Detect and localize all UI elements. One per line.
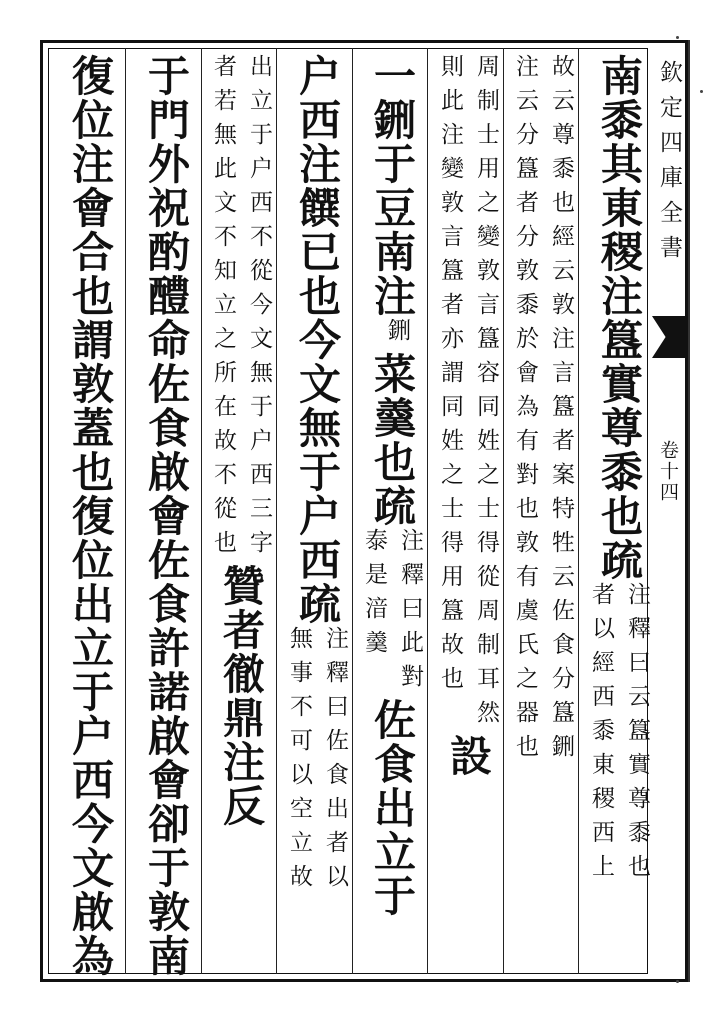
commentary-block bbox=[361, 528, 423, 698]
commentary-line-left: 注云分簋者分敦黍於會為有對也敦有虞氏之器也 bbox=[512, 54, 538, 768]
commentary-line-right: 出立于户西不從今文無于户西三字 bbox=[246, 54, 272, 564]
margin-title: 欽定四庫全書 bbox=[656, 60, 682, 270]
text-column bbox=[209, 54, 273, 966]
commentary-line-right: 鉶 bbox=[384, 318, 410, 352]
column-rule bbox=[352, 48, 353, 974]
text-column bbox=[587, 54, 651, 966]
main-text: 設 bbox=[444, 734, 493, 778]
commentary-line-right: 注釋曰佐食出者以 bbox=[322, 626, 348, 898]
commentary-line-left: 泰是湆羹 bbox=[361, 528, 387, 664]
main-text: 一鉶于豆南注 bbox=[368, 54, 417, 318]
print-speck bbox=[700, 90, 703, 93]
commentary-block bbox=[437, 54, 499, 734]
text-column bbox=[360, 54, 424, 966]
volume-label: 卷十四 bbox=[657, 440, 679, 503]
commentary-block bbox=[374, 318, 410, 352]
print-speck bbox=[676, 36, 679, 39]
text-column bbox=[436, 54, 500, 966]
column-rule bbox=[427, 48, 428, 974]
commentary-block bbox=[512, 54, 574, 768]
commentary-line-right: 注釋曰云簋實尊黍也 bbox=[624, 582, 650, 888]
commentary-line-left: 者以經西黍東稷西上 bbox=[588, 582, 614, 888]
commentary-line-left: 無事不可以空立故 bbox=[286, 626, 312, 898]
commentary-line-left: 則此注變敦言簋者亦謂同姓之士得用簋故也 bbox=[437, 54, 463, 700]
column-rule bbox=[125, 48, 126, 974]
commentary-line-right: 故云尊黍也經云敦注言簋者案特牲云佐食分簋鉶 bbox=[548, 54, 574, 768]
commentary-line-right: 周制士用之變敦言簋容同姓之士得從周制耳然 bbox=[473, 54, 499, 734]
page-edge bbox=[688, 40, 690, 982]
column-rule bbox=[503, 48, 504, 974]
column-rule bbox=[578, 48, 579, 974]
column-rule bbox=[276, 48, 277, 974]
main-text: 于門外祝酌醴命佐食啟會佐食許諾啟會卻于敦南 bbox=[142, 54, 191, 978]
text-column bbox=[134, 54, 198, 978]
commentary-block bbox=[286, 626, 348, 898]
main-text: 南黍其東稷注簋實尊黍也疏 bbox=[595, 54, 644, 582]
commentary-block bbox=[588, 582, 650, 888]
text-column bbox=[511, 54, 575, 966]
main-text: 户西注饌已也今文無于户西疏 bbox=[293, 54, 342, 626]
commentary-line-left: 者若無此文不知立之所在故不從也 bbox=[210, 54, 236, 564]
column-rule bbox=[201, 48, 202, 974]
print-speck bbox=[676, 980, 679, 983]
commentary-line-right: 注釋曰此對 bbox=[397, 528, 423, 698]
text-column bbox=[285, 54, 349, 966]
main-text: 贊者徹鼎注反 bbox=[217, 564, 266, 828]
main-text: 菜羹也疏 bbox=[368, 352, 417, 528]
main-text: 復位注會合也謂敦蓋也復位出立于户西今文啟為 bbox=[66, 54, 115, 978]
commentary-block bbox=[210, 54, 272, 564]
text-column bbox=[58, 54, 122, 978]
main-text: 佐食出立于 bbox=[368, 698, 417, 918]
